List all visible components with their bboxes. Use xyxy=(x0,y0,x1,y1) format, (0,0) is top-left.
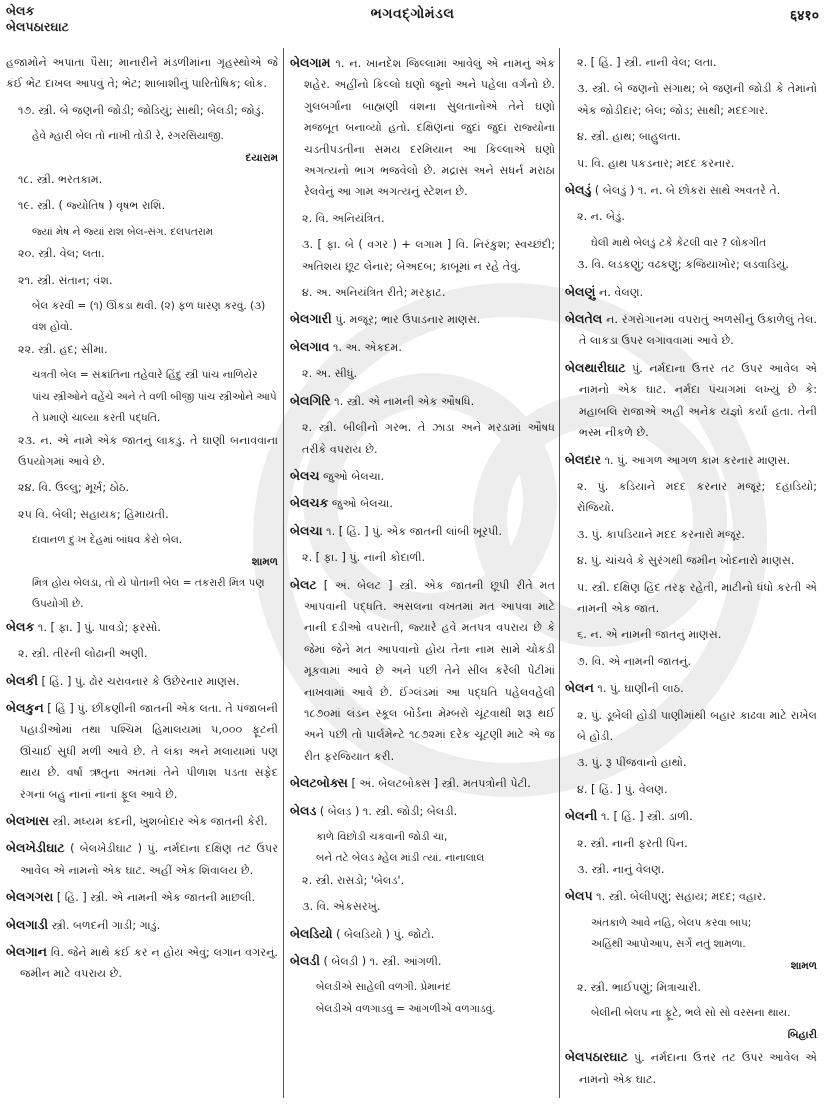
citation-quote: દાવાનળ દુઃખ દેહમાં બાંધવ કેરો બેલ. xyxy=(32,534,183,547)
definition-text: વિ. જેને માથે કંઈ કર ન હોય એવું; લગાન વગરનું. જમીન માટે વપરાય છે. xyxy=(20,946,278,981)
citation-author: શામળ xyxy=(790,959,817,972)
headword: બેલકુન xyxy=(6,699,44,715)
headword: બેલક xyxy=(6,618,35,634)
dictionary-entry xyxy=(565,1046,817,1090)
headword: બેલગારી xyxy=(290,311,332,327)
sense-definition: ૧૯. સ્ત્રી. ( જ્યોતિષ ) વૃષભ રાશિ. xyxy=(18,199,166,213)
sense-definition: ૭. વિ. એ નામની જાતનું. xyxy=(577,654,692,668)
definition-text: સ્ત્રી. બળદની ગાડી; ગાડું. xyxy=(51,918,161,932)
definition-text: પું. મજૂર; ભાર ઉપાડનાર માણસ. xyxy=(335,313,481,327)
citation-quote: બેલ કરવી = (૧) ઊંકડા થવી. (૨) ફળ ધારણ કરવું. (૩) વંશ હોવો. xyxy=(32,300,266,334)
headword: બેલન xyxy=(565,680,594,696)
sense-definition: ૪. પું. ચાંચવે કે સુરંગથી જમીન ખોદનારો માણસ. xyxy=(577,554,795,568)
headword: બેલડી xyxy=(290,953,320,969)
sense-definition: ૪. અ. અનિયંત્રિત રીતે; મરફાટ. xyxy=(302,286,446,300)
column-left xyxy=(6,52,278,990)
definition-text: ૧. ન. ખાનદેશ જિલ્લામાં આવેલું એ નામનું એક શહેર. અહીંનો કિલ્લો ઘણો જૂનો અને પહેલા વર્ગનો છે. ગુલબર્ગાના બાહ્મણી વંશના સુલતાનોએ તેને ઘણો મજબૂત બનાવ્યો હતો. દક્ષિણનાં જુદાં જુદાં રાજ્યોના ચડતીપડતીના સમય દરમિયાન આ કિલ્લાએ ઘણો અગત્યનો ભાગ ભજવેલો છે. મદ્રાસ અને સધર્ન મરાઠા રેલવેનું આ ગામ અગત્યનું સ્ટેશન છે. xyxy=(304,57,555,199)
sense-definition: ૪. સ્ત્રી. હાથ; બાહુલતા. xyxy=(577,130,681,144)
continued-definition: હજામોને અપાતા પૈસા; માનારીને મંડળીમાંના ગૃહસ્થોએ જે કંઈ ભેટ દાખલ આપવું તે; ભેટ; શાબાશીનું પારિતોષિક; લોક. xyxy=(6,56,278,91)
definition-text: ( બેલડ઼ ) ૧. સ્ત્રી. જોડી; બેલડી. xyxy=(319,804,458,818)
headword: બેલડ xyxy=(290,802,317,818)
citation-quote: હેવે મ્હારી બેલ તો નાખી તોડી રે, રંગરસિયાજી. xyxy=(32,130,224,143)
sense-definition: ૨. [ ફા. ] પું. નાની કોદાળી. xyxy=(302,551,426,565)
dictionary-entry xyxy=(565,179,817,201)
headword: બેલપ xyxy=(565,888,593,904)
sense-definition: ૨. [ હિં. ] સ્ત્રી. નાની વેલ; લતા. xyxy=(577,56,717,69)
dictionary-entry xyxy=(6,886,278,908)
dictionary-entry xyxy=(290,520,555,542)
dictionary-entry xyxy=(290,336,555,358)
headword: બેલગામ xyxy=(290,55,331,70)
definition-text: ૧. [ હિં. ] પું. એક જાતની લાંબી ખૂરપી. xyxy=(326,524,503,538)
dictionary-entry xyxy=(565,281,817,303)
definition-text: સ્ત્રી. મધ્યમ કદની, ખુશબોદાર એક જાતની કેરી. xyxy=(52,815,268,828)
headword: બેલગાડી xyxy=(6,916,49,932)
sense-definition: ૩. પું. કાપડિયાને મદદ કરનારો મજૂર. xyxy=(577,527,745,541)
dictionary-entry xyxy=(290,772,555,794)
headword: બેલગિરિ xyxy=(290,392,331,408)
definition-text: ૧. પું. ઘાણીની લાઠ. xyxy=(597,682,684,696)
sense-definition: ૨. પું. કડિયાને મદદ કરનાર મજૂર; દહાડિયો; રોજિયો. xyxy=(577,479,817,515)
sense-definition: ૩. સ્ત્રી. બે જણનો સંગાથ; બે જણની જોડી કે તેમાંનો એક જોડીદાર; બેલ; જોડ; સાથી; મદદગાર. xyxy=(577,82,817,117)
dictionary-entry xyxy=(6,941,278,985)
sense-definition: ૧૭. સ્ત્રી. બે જણની જોડી; જોડિયું; સાથી; બેલડી; જોડું. xyxy=(18,103,265,117)
citation-quote: અહિંથી આપોઆપ, સર્ગે નતું શામળા. xyxy=(591,938,746,951)
dictionary-entry xyxy=(565,357,817,444)
sense-definition: ૨૩. ન. એ નામે એક જાતનું લાકડું. તે ઘાણી બનાવવાના ઉપયોગમાં આવે છે. xyxy=(18,433,278,468)
column-divider xyxy=(559,48,560,1098)
column-middle xyxy=(290,52,555,1020)
sense-definition: ૨. સ્ત્રી. રાસડો; 'બેલડ'. xyxy=(302,873,405,887)
headword: બેલતેલ xyxy=(565,311,603,327)
sense-definition: ૬. ન. એ નામની જાતનું માણસ. xyxy=(577,628,722,642)
dictionary-entry xyxy=(565,677,817,699)
sense-definition: ૫. સ્ત્રી. દક્ષિણ હિંદ તરફ રહેતી, માટીનો ધંધો કરતી એ નામની એક જાત. xyxy=(577,580,817,615)
definition-text: ( બેલખેડીઘાટ ) પું. નર્મદાના દક્ષિણ તટ ઉપર આવેલ એ નામનો એક ઘાટ. અહીં એક શિવાલય છે. xyxy=(20,842,278,877)
dictionary-entry xyxy=(290,492,555,514)
dictionary-entry xyxy=(290,465,555,487)
citation-quote: મિત્ર હોય બેલડા, તો યે પોતાની બેલ = તકરારી મિત્ર પણ ઉપયોગી છે. xyxy=(32,576,265,611)
definition-text: [ હિં. ] પું. ઢોર ચરાવનાર કે ઉછેરનાર માણસ. xyxy=(41,674,240,688)
definition-text: ( બેલડ઼ું ) ૧. ન. બે છોકરાં સાથે અવતરે તે. xyxy=(594,184,781,198)
dictionary-entry xyxy=(6,810,278,832)
sense-definition: ૨. સ્ત્રી. તીરની લોઢાની અણી. xyxy=(18,647,148,661)
dictionary-entry xyxy=(290,308,555,330)
sense-definition: ૧૮. સ્ત્રી. ભરતકામ. xyxy=(18,173,103,187)
headword: બેલખાસ xyxy=(6,813,49,828)
headword: બેલણું xyxy=(565,283,596,299)
dictionary-entry xyxy=(565,885,817,907)
definition-text: ૧. સ્ત્રી. એ નામની એક ઔષધિ. xyxy=(334,394,475,408)
citation-author: શામળ xyxy=(251,555,278,568)
citation-quote: બેલીની બેલપ ના ફૂટે, ભલે સો સો વરસના થાય. xyxy=(591,1007,791,1020)
citation-author: બિહારી xyxy=(787,1028,817,1041)
sense-definition: ૨. સ્ત્રી. ભાઈપણું; મિત્રાચારી. xyxy=(577,981,701,995)
dictionary-entry xyxy=(6,914,278,936)
dictionary-entry xyxy=(6,837,278,881)
dictionary-entry xyxy=(6,670,278,692)
dictionary-entry xyxy=(565,805,817,827)
definition-text: [ હિં ] પું. છીંકણીની જાતની એક લતા. તે પંજાબની પહાડીઓમાં તથા પશ્ચિમ હિમાલયમાં ૫,૦૦૦ ફૂટની ઊંચાઈ સુધી મળી આવે છે. તે લંકા અને મલાયામાં પણ થાય છે. વર્ષા ઋતુના અંતમાં તેને પીળાશ પડતા સફેદ રંગનાં બહુ નાનાં નાનાં ફૂલ આવે છે. xyxy=(20,701,278,801)
headword: બેલટબોક્સ xyxy=(290,775,348,791)
sense-definition: ૨. સ્ત્રી. નાની ફરતી પિન. xyxy=(577,836,688,850)
definition-text: ૧. સ્ત્રી. બેલીપણું; સહાય; મદદ; વહાર. xyxy=(596,890,767,904)
sense-definition: ૩. સ્ત્રી. નાનું વેલણ. xyxy=(577,863,665,876)
column-right xyxy=(565,52,817,1095)
guide-word-first: બેલક xyxy=(6,3,35,18)
headword: બેલચ xyxy=(290,467,320,483)
definition-text: [ અં. બેલટબોક્સ ] સ્ત્રી. મતપત્રોની પેટી. xyxy=(351,777,531,791)
dictionary-entry xyxy=(565,449,817,471)
sense-definition: ૩. પું. રૂ પીંજવાનો હાથો. xyxy=(577,756,687,770)
definition-text: ૧. પું. આગળ આગળ કામ કરનાર માણસ. xyxy=(604,453,791,467)
sense-definition: ૨૦. સ્ત્રી. વેલ; લતા. xyxy=(18,247,105,261)
definition-text: ( બેલડ઼િયો ) પું. જોટો. xyxy=(336,927,435,941)
dictionary-entry xyxy=(290,923,555,945)
citation-quote: ચત્રતી બેલ = સંક્રાંતિના તહેવારે હિંદુ સ્ત્રી પાંચ નાળિયેર પાંચ સ્ત્રીઓને વહેંચે અને તે વળી બીજી પાંચ સ્ત્રીઓને આપે તે પ્રમાણે ચાલ્યા કરતી પદ્ધતિ. xyxy=(32,369,277,425)
dictionary-entry xyxy=(290,390,555,412)
citation-quote: બેલડીએ સાહેલી વળગી. પ્રેમાનંદ xyxy=(316,981,451,994)
citation-quote: કાળે વિછોડી ચકવાની જોડી ચા, xyxy=(316,831,448,843)
definition-text: ૧. [ હિં. ] સ્ત્રી. ડાળી. xyxy=(600,810,693,824)
definition-text: પું. નર્મદાના ઉત્તર તટ ઉપર આવેલ એ નામનો એક ઘાટ. નર્મદા પંચાગમાં લખ્યું છે કે: મહાબલિ રાજાએ અહીં અનેક યજ્ઞો કર્યા હતા. તેની ભસ્મ નીકળે છે. xyxy=(579,361,817,440)
dictionary-entry xyxy=(6,697,278,805)
dictionary-entry xyxy=(290,574,555,768)
sense-definition: ૩. વિ. એકસરખું. xyxy=(302,900,381,914)
sense-definition: ૨૧. સ્ત્રી. સંતાન; વંશ. xyxy=(18,273,113,287)
citation-author: દયારામ xyxy=(245,151,278,164)
dictionary-entry xyxy=(565,308,817,352)
sense-definition: ૨. સ્ત્રી. બીલીનો ગરભ. તે ઝાડા અને મરડામાં ઔષધ તરીકે વપરાય છે. xyxy=(302,421,555,456)
headword: બેલટ xyxy=(290,576,317,592)
definition-text: પું. નર્મદાના ઉત્તર તટ ઉપર આવેલ એ નામનો એક ઘાટ. xyxy=(579,1051,817,1086)
column-divider xyxy=(283,48,284,1098)
dictionary-entry xyxy=(290,950,555,972)
headword: બેલડિયો xyxy=(290,925,333,941)
sense-definition: ૨. અ. સીધું. xyxy=(302,367,358,381)
sense-definition: ૨૪. વિ. ઉલ્લુ; મૂર્ખ; ઠોઠ. xyxy=(18,481,130,495)
definition-text: ન. વેલણ. xyxy=(598,285,644,299)
headword: બેલપઠારઘાટ xyxy=(565,1049,628,1065)
headword: બેલડું xyxy=(565,182,592,198)
headword: બેલગગરા xyxy=(6,889,54,905)
sense-definition: ૩. [ ફા. બે ( વગર ) + લગામ ] વિ. નિરંકુશ; સ્વચ્છંદી; અતિશય છૂટ લેનાર; બેઅદબ; કાબૂમાં ન રહે તેવું. xyxy=(302,238,555,273)
citation-quote: જ્યાં મેષ ને જ્યાં રાશ બેલ-સંગ. દલપતરામ xyxy=(32,225,214,238)
sense-definition: ૨૫ વિ. બેલી; સહાયક; હિમાયતી. xyxy=(18,507,169,521)
sense-definition: ૩. વિ. લડકણું; વઢકણું; કજિયાખોર; લડવાડિયું. xyxy=(577,258,789,272)
definition-text: ( બેલડ઼ી ) ૧. સ્ત્રી. આંગળી. xyxy=(323,955,442,969)
definition-text: [ હિં. ] સ્ત્રી. એ નામની એક જાતની માછલી. xyxy=(56,891,256,905)
headword: બેલથારીઘાટ xyxy=(565,359,626,375)
page-title: ભગવદ્ગોમંડલ xyxy=(370,6,455,22)
sense-definition: ૨. પું. ડૂબેલી હોડી પાણીમાંથી બહાર કાઢવા માટે રાખેલ બે હોડી. xyxy=(577,708,817,743)
citation-quote: બેલડીએ વળગાડવું = આંગળીએ વળગાડવું. xyxy=(316,1002,496,1015)
citation-quote: બને તટે બેલડ મ્હેલ માંડી ત્યાં. નાનાલાલ xyxy=(316,852,485,865)
sense-definition: ૫. વિ. હાથ પકડનાર; મદદ કરનાર. xyxy=(577,156,735,170)
sense-definition: ૨૨. સ્ત્રી. હદ; સીમા. xyxy=(18,342,108,356)
headword: બેલખેડીઘાટ xyxy=(6,840,65,856)
definition-text: જુઓ બેલચા. xyxy=(323,469,385,483)
definition-text: ન. રંગરોગાનમાં વપરાતું અળસીનું ઉકાળેલું તેલ. તે લાકડા ઉપર લગાવવામાં આવે છે. xyxy=(579,313,817,348)
headword: બેલચક xyxy=(290,495,329,511)
definition-text: [ અં. બેલટ ] સ્ત્રી. એક જાતની છૂપી રીતે મત આપવાની પદ્ધતિ. અસલના વખતમાં મત આપવા માટે નાની દડીઓ વપરાતી, જ્યારે હવે મતપત્ર વપરાય છે કે જેમાં જેને મત આપવાનો હોય તેના નામ સામે ચોકડી મૂકવામાં આવે છે અને પછી તેને સીલ કરેલી પેટીમાં નાખવામાં આવે છે. ઈંગ્લંડમાં આ પદ્ધતિ પહેલવહેલી ૧૮૭૦માં લંડન સ્કૂલ બોર્ડના મેમ્બરો ચૂંટવાથી શરૂ થઈ અને પછી તો પાર્લમેન્ટે ૧૮૭૨માં દરેક ચૂંટણી માટે એ જ રીત ફરજિયાત કરી. xyxy=(304,578,555,763)
sense-definition: ૨. ન. બેડું. xyxy=(577,210,625,224)
dictionary-entry xyxy=(290,52,555,203)
definition-text: ૧. અ. એકદમ. xyxy=(333,340,402,354)
sense-definition: ૪. [ હિં. ] પું. વેલણ. xyxy=(577,782,668,796)
headword: બેલચા xyxy=(290,522,323,538)
dictionary-entry xyxy=(6,616,278,638)
headword: બેલની xyxy=(565,808,598,824)
page-number: ६४१० xyxy=(789,8,819,24)
sense-definition: ૨. વિ. અનિયંત્રિત. xyxy=(302,211,385,225)
dictionary-entry xyxy=(290,800,555,822)
citation-quote: અંતકાળે આવે નહિ, બેલપ કરવા બાપ; xyxy=(591,916,752,929)
headword: બેલદાર xyxy=(565,451,602,467)
headword: બેલગાન xyxy=(6,944,47,960)
citation-quote: ઘેલી માથે બેલડું ટકે કેટલી વાર ? લોકગીત xyxy=(591,236,767,249)
headword: બેલગાવ xyxy=(290,338,330,354)
definition-text: ૧. [ ફા. ] પું. પાવડો; ફરસો. xyxy=(37,620,161,634)
headword: બેલકી xyxy=(6,672,38,688)
guide-word-last: બેલપઠારઘાટ xyxy=(6,19,69,34)
definition-text: જુઓ બેલચા. xyxy=(331,497,393,511)
